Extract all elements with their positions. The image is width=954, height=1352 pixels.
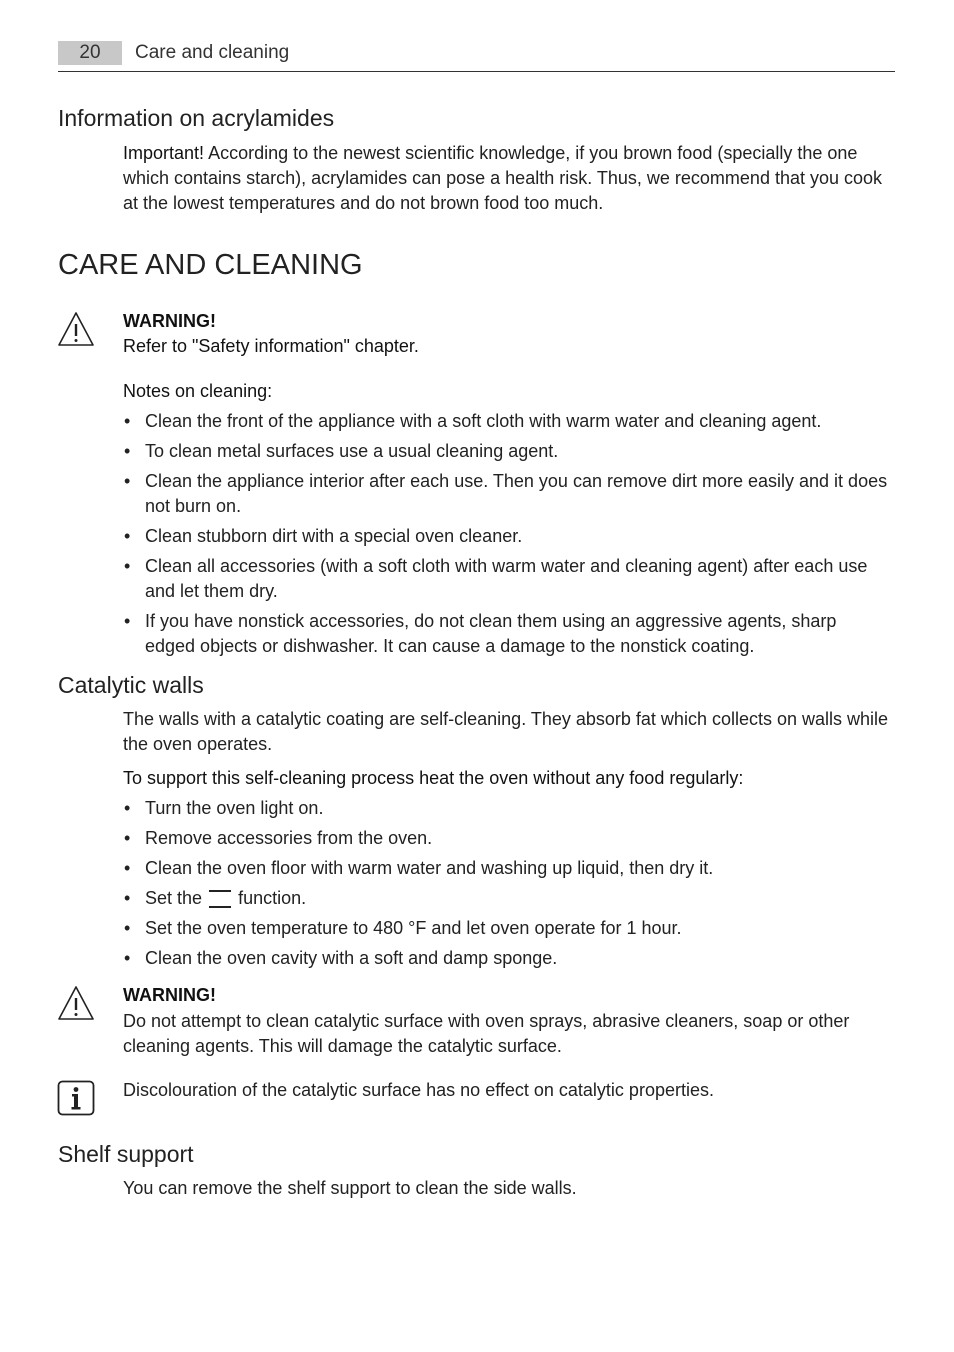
catalytic-intro: The walls with a catalytic coating are self-cleaning. They absorb fat which collects on walls while the oven operates. (123, 709, 889, 754)
steps-list (123, 796, 891, 976)
warning-label: WARNING! (123, 311, 216, 331)
list-item: • Clean all accessories (with a soft cloth with warm water and cleaning agent) after each use and let them dry. (123, 554, 891, 604)
list-item: • Turn the oven light on. (123, 796, 891, 821)
top-bottom-heat-icon (209, 890, 231, 908)
support-label: To support this self-cleaning process heat the oven without any food regularly: (123, 768, 744, 788)
list-item: • Remove accessories from the oven. (123, 826, 891, 851)
shelf-text: You can remove the shelf support to clean the side walls. (123, 1178, 577, 1198)
important-label: Important! (123, 143, 205, 163)
warning-title (123, 309, 216, 334)
warning-text: Do not attempt to clean catalytic surface with oven sprays, abrasive cleaners, soap or other cleaning agents. This will damage the catalytic surface. (123, 1011, 850, 1056)
list-item: • If you have nonstick accessories, do not clean them using an aggressive agents, sharp edged objects or dishwasher. It can cause a damage to the nonstick coating. (123, 609, 891, 659)
list-item (123, 886, 891, 911)
warning-triangle-icon (57, 985, 95, 1021)
list-item: • Clean the oven cavity with a soft and damp sponge. (123, 946, 891, 971)
warning-text: Refer to "Safety information" chapter. (123, 336, 419, 356)
warning-title (123, 983, 216, 1008)
list-item: • Clean the front of the appliance with a soft cloth with warm water and cleaning agent. (123, 409, 891, 434)
shelf-heading: Shelf support (58, 1141, 194, 1167)
set-suffix: function. (238, 888, 307, 908)
page-number: 20 (58, 41, 122, 65)
info-note: Discolouration of the catalytic surface has no effect on catalytic properties. (123, 1080, 714, 1100)
notes-list (123, 409, 891, 664)
acrylamides-heading: Information on acrylamides (58, 105, 335, 131)
warning-triangle-icon (57, 311, 95, 347)
catalytic-heading: Catalytic walls (58, 672, 204, 698)
set-prefix: Set the (145, 888, 203, 908)
page-header (58, 40, 895, 72)
section-title: CARE AND CLEANING (58, 249, 363, 281)
list-item: • To clean metal surfaces use a usual cleaning agent. (123, 439, 891, 464)
acrylamides-text: According to the newest scientific knowledge, if you brown food (specially the one which contains starch), acrylamides can pose a health risk. Thus, we recommend that you cook at the lowest temperatures and do not brown food too much. (123, 143, 883, 213)
notes-label: Notes on cleaning: (123, 381, 273, 401)
list-item: • Clean the oven floor with warm water and washing up liquid, then dry it. (123, 856, 891, 881)
list-item: • Set the oven temperature to 480 °F and let oven operate for 1 hour. (123, 916, 891, 941)
list-item: • Clean the appliance interior after each use. Then you can remove dirt more easily and it does not burn on. (123, 469, 891, 519)
info-icon (57, 1080, 95, 1116)
acrylamides-paragraph (123, 141, 891, 216)
header-title: Care and cleaning (135, 42, 290, 63)
warning-label: WARNING! (123, 985, 216, 1005)
list-item: • Clean stubborn dirt with a special oven cleaner. (123, 524, 891, 549)
